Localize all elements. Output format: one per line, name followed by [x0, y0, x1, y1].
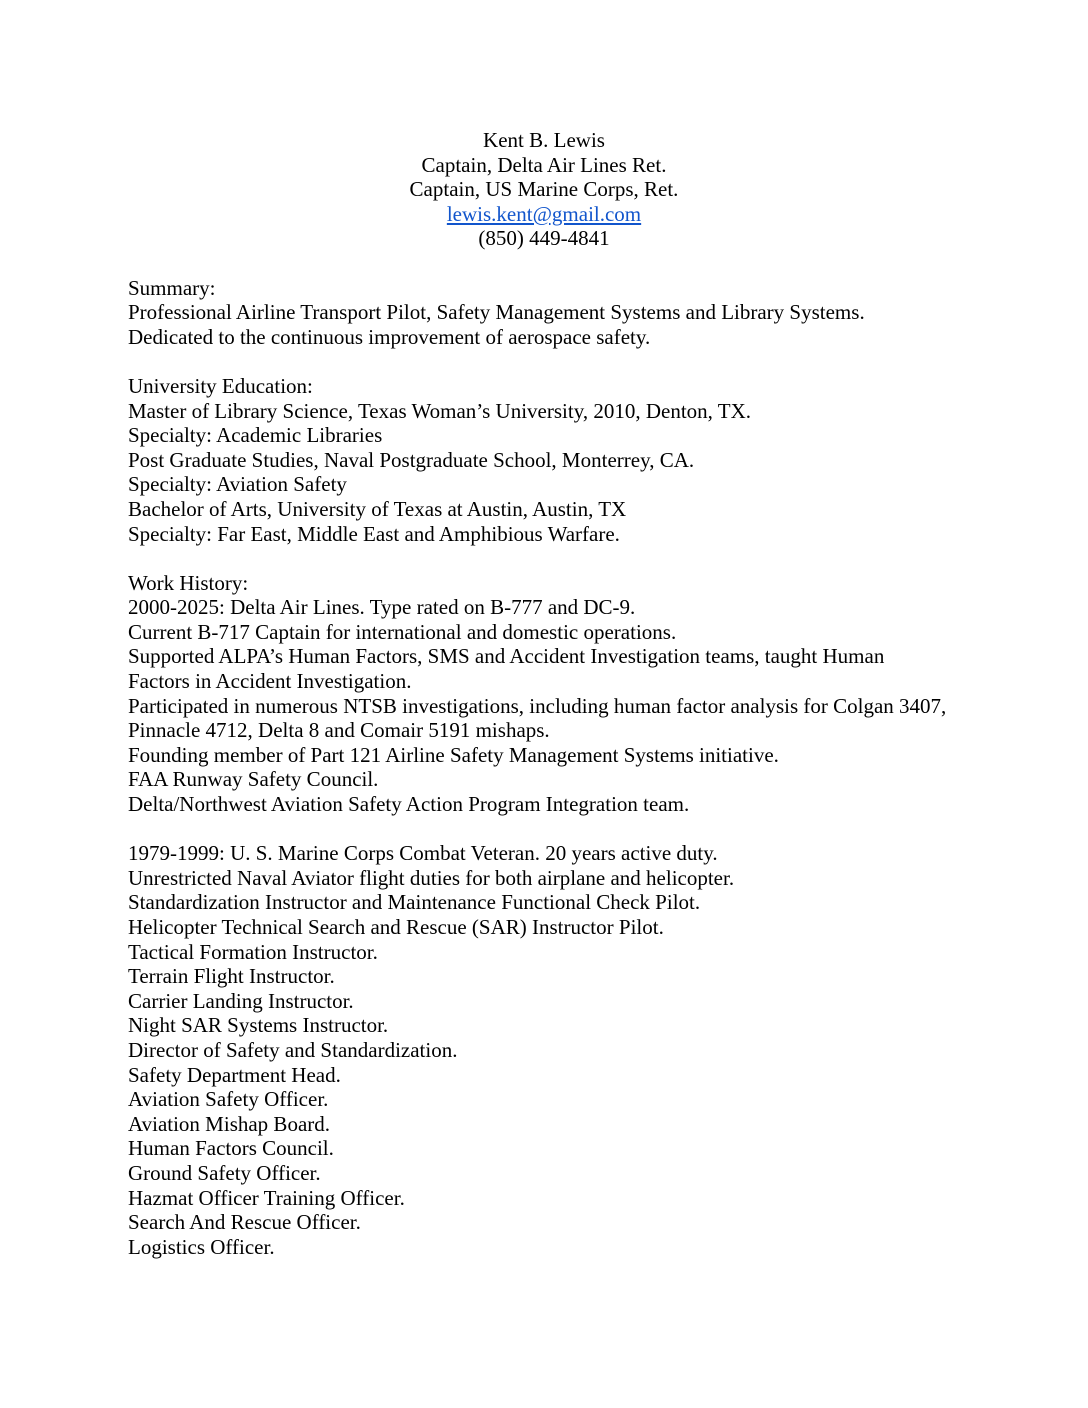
text-line: 1979-1999: U. S. Marine Corps Combat Veteran. 20 years active duty.: [128, 841, 718, 866]
resume-header: [0, 0, 1088, 251]
text-line: Carrier Landing Instructor.: [128, 988, 354, 1013]
section-work-history: [128, 571, 1028, 817]
text-line: Founding member of Part 121 Airline Safety Management Systems initiative.: [128, 742, 779, 767]
title-airline: Captain, Delta Air Lines Ret.: [421, 152, 667, 177]
text-line: Dedicated to the continuous improvement of aerospace safety.: [128, 324, 651, 349]
phone-number: (850) 449-4841: [478, 226, 610, 251]
text-line: Current B-717 Captain for international and domestic operations.: [128, 619, 677, 644]
text-line: Supported ALPA’s Human Factors, SMS and Accident Investigation teams, taught Human: [128, 644, 885, 669]
email-link[interactable]: lewis.kent@gmail.com: [446, 201, 642, 226]
text-line: Specialty: Far East, Middle East and Amphibious Warfare.: [128, 521, 620, 546]
text-line: Pinnacle 4712, Delta 8 and Comair 5191 mishaps.: [128, 718, 550, 743]
text-line: FAA Runway Safety Council.: [128, 767, 379, 792]
text-line: Specialty: Academic Libraries: [128, 423, 383, 448]
text-line: Ground Safety Officer.: [128, 1160, 321, 1185]
section-marine-corps-service: [128, 841, 1028, 1259]
title-military: Captain, US Marine Corps, Ret.: [409, 177, 679, 202]
section-university-education: [128, 374, 1028, 546]
text-line: Night SAR Systems Instructor.: [128, 1013, 389, 1038]
text-line: 2000-2025: Delta Air Lines. Type rated on B-777 and DC-9.: [128, 595, 636, 620]
text-line: Work History:: [128, 570, 249, 595]
email-line: [0, 202, 1088, 227]
text-line: Hazmat Officer Training Officer.: [128, 1185, 405, 1210]
text-line: Professional Airline Transport Pilot, Safety Management Systems and Library Systems.: [128, 300, 865, 325]
text-line: Terrain Flight Instructor.: [128, 964, 335, 989]
person-name: Kent B. Lewis: [483, 128, 605, 152]
text-line: Aviation Mishap Board.: [128, 1111, 331, 1136]
section-summary: [128, 276, 1028, 350]
text-line: Search And Rescue Officer.: [128, 1210, 361, 1235]
text-line: Unrestricted Naval Aviator flight duties for both airplane and helicopter.: [128, 865, 735, 890]
text-line: Tactical Formation Instructor.: [128, 939, 378, 964]
text-line: Summary:: [128, 275, 216, 300]
text-line: Safety Department Head.: [128, 1062, 341, 1087]
text-line: Standardization Instructor and Maintenance Functional Check Pilot.: [128, 890, 701, 915]
text-line: Master of Library Science, Texas Woman’s University, 2010, Denton, TX.: [128, 398, 752, 423]
text-line: Aviation Safety Officer.: [128, 1087, 329, 1112]
text-line: University Education:: [128, 373, 313, 398]
text-line: Delta/Northwest Aviation Safety Action Program Integration team.: [128, 792, 690, 817]
text-line: Post Graduate Studies, Naval Postgraduate School, Monterrey, CA.: [128, 447, 695, 472]
text-line: Participated in numerous NTSB investigations, including human factor analysis for Colgan 3407,: [128, 693, 947, 718]
resume-body: [0, 276, 1088, 1260]
text-line: Logistics Officer.: [128, 1234, 275, 1259]
text-line: Bachelor of Arts, University of Texas at Austin, Austin, TX: [128, 496, 627, 521]
text-line: Helicopter Technical Search and Rescue (SAR) Instructor Pilot.: [128, 915, 664, 939]
text-line: Human Factors Council.: [128, 1136, 334, 1161]
text-line: Specialty: Aviation Safety: [128, 472, 347, 497]
text-line: Factors in Accident Investigation.: [128, 669, 412, 694]
text-line: Director of Safety and Standardization.: [128, 1037, 458, 1062]
